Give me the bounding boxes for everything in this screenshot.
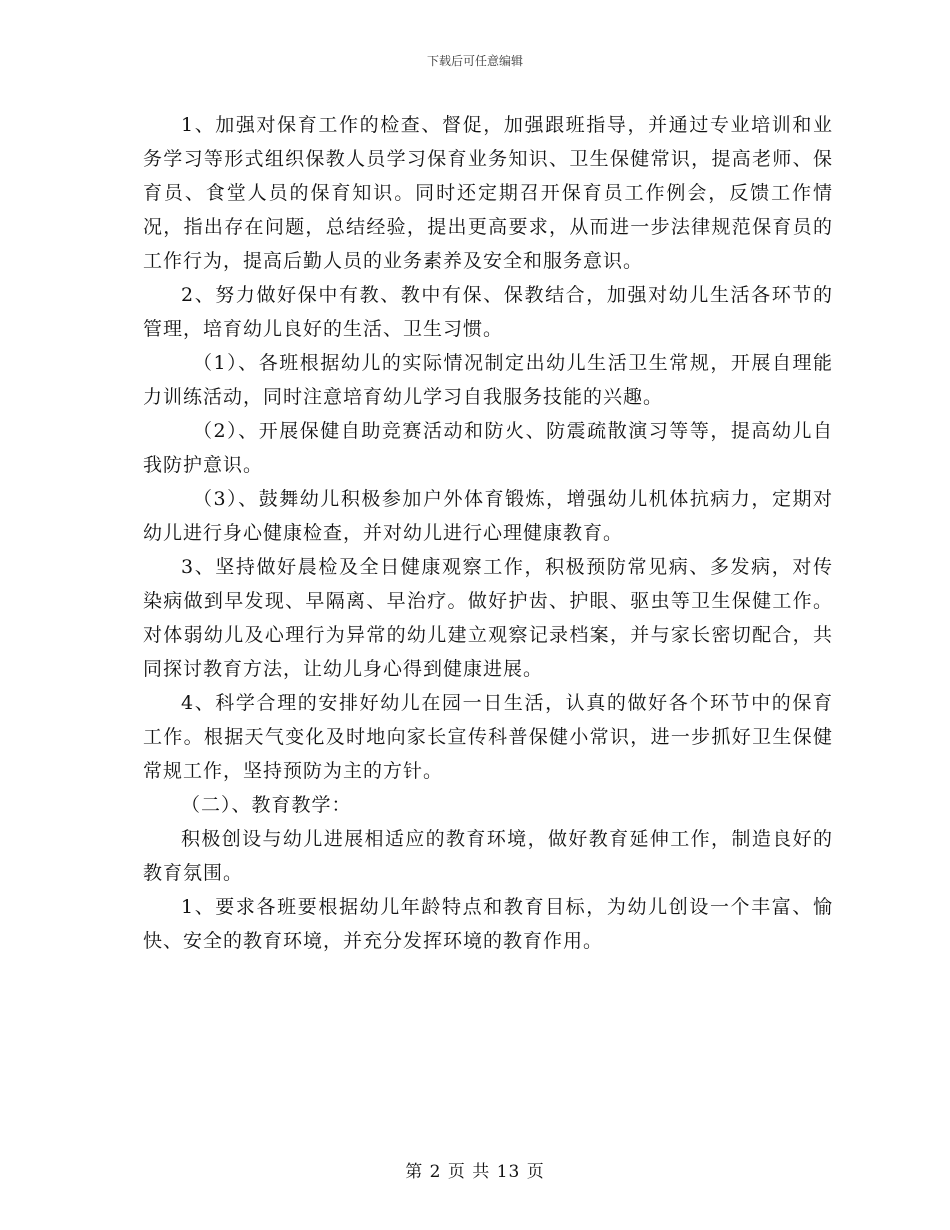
paragraph-5: （3）、鼓舞幼儿积极参加户外体育锻炼，增强幼儿机体抗病力，定期对幼儿进行身心健康检查，并对幼儿进行心理健康教育。	[143, 488, 833, 544]
paragraph-9: 1、要求各班要根据幼儿年龄特点和教育目标，为幼儿创设一个丰富、愉快、安全的教育环境，并充分发挥环境的教育作用。	[143, 896, 833, 952]
page-number: 第 2 页 共 13 页	[405, 1162, 545, 1182]
document-body	[143, 108, 833, 958]
paragraph-3: （1）、各班根据幼儿的实际情况制定出幼儿生活卫生常规，开展自理能力训练活动，同时注意培育幼儿学习自我服务技能的兴趣。	[143, 352, 833, 408]
section-heading: （二）、教育教学：	[181, 794, 352, 816]
paragraph-2: 2、努力做好保中有教、教中有保、保教结合，加强对幼儿生活各环节的管理，培育幼儿良好的生活、卫生习惯。	[143, 284, 833, 340]
paragraph-4: （2）、开展保健自助竞赛活动和防火、防震疏散演习等等，提高幼儿自我防护意识。	[143, 420, 833, 476]
page-header-note: 下载后可任意编辑	[426, 54, 523, 68]
paragraph-6: 3、坚持做好晨检及全日健康观察工作，积极预防常见病、多发病，对传染病做到早发现、早隔离、早治疗。做好护齿、护眼、驱虫等卫生保健工作。对体弱幼儿及心理行为异常的幼儿建立观察记录档案，并与家长密切配合，共同探讨教育方法，让幼儿身心得到健康进展。	[143, 556, 833, 680]
paragraph-8: 积极创设与幼儿进展相适应的教育环境，做好教育延伸工作，制造良好的教育氛围。	[143, 828, 833, 884]
paragraph-7: 4、科学合理的安排好幼儿在园一日生活，认真的做好各个环节中的保育工作。根据天气变化及时地向家长宣传科普保健小常识，进一步抓好卫生保健常规工作，坚持预防为主的方针。	[143, 692, 833, 782]
paragraph-1: 1、加强对保育工作的检查、督促，加强跟班指导，并通过专业培训和业务学习等形式组织保教人员学习保育业务知识、卫生保健常识，提高老师、保育员、食堂人员的保育知识。同时还定期召开保育员工作例会，反馈工作情况，指出存在问题，总结经验，提出更高要求，从而进一步法律规范保育员的工作行为，提高后勤人员的业务素养及安全和服务意识。	[143, 114, 833, 272]
